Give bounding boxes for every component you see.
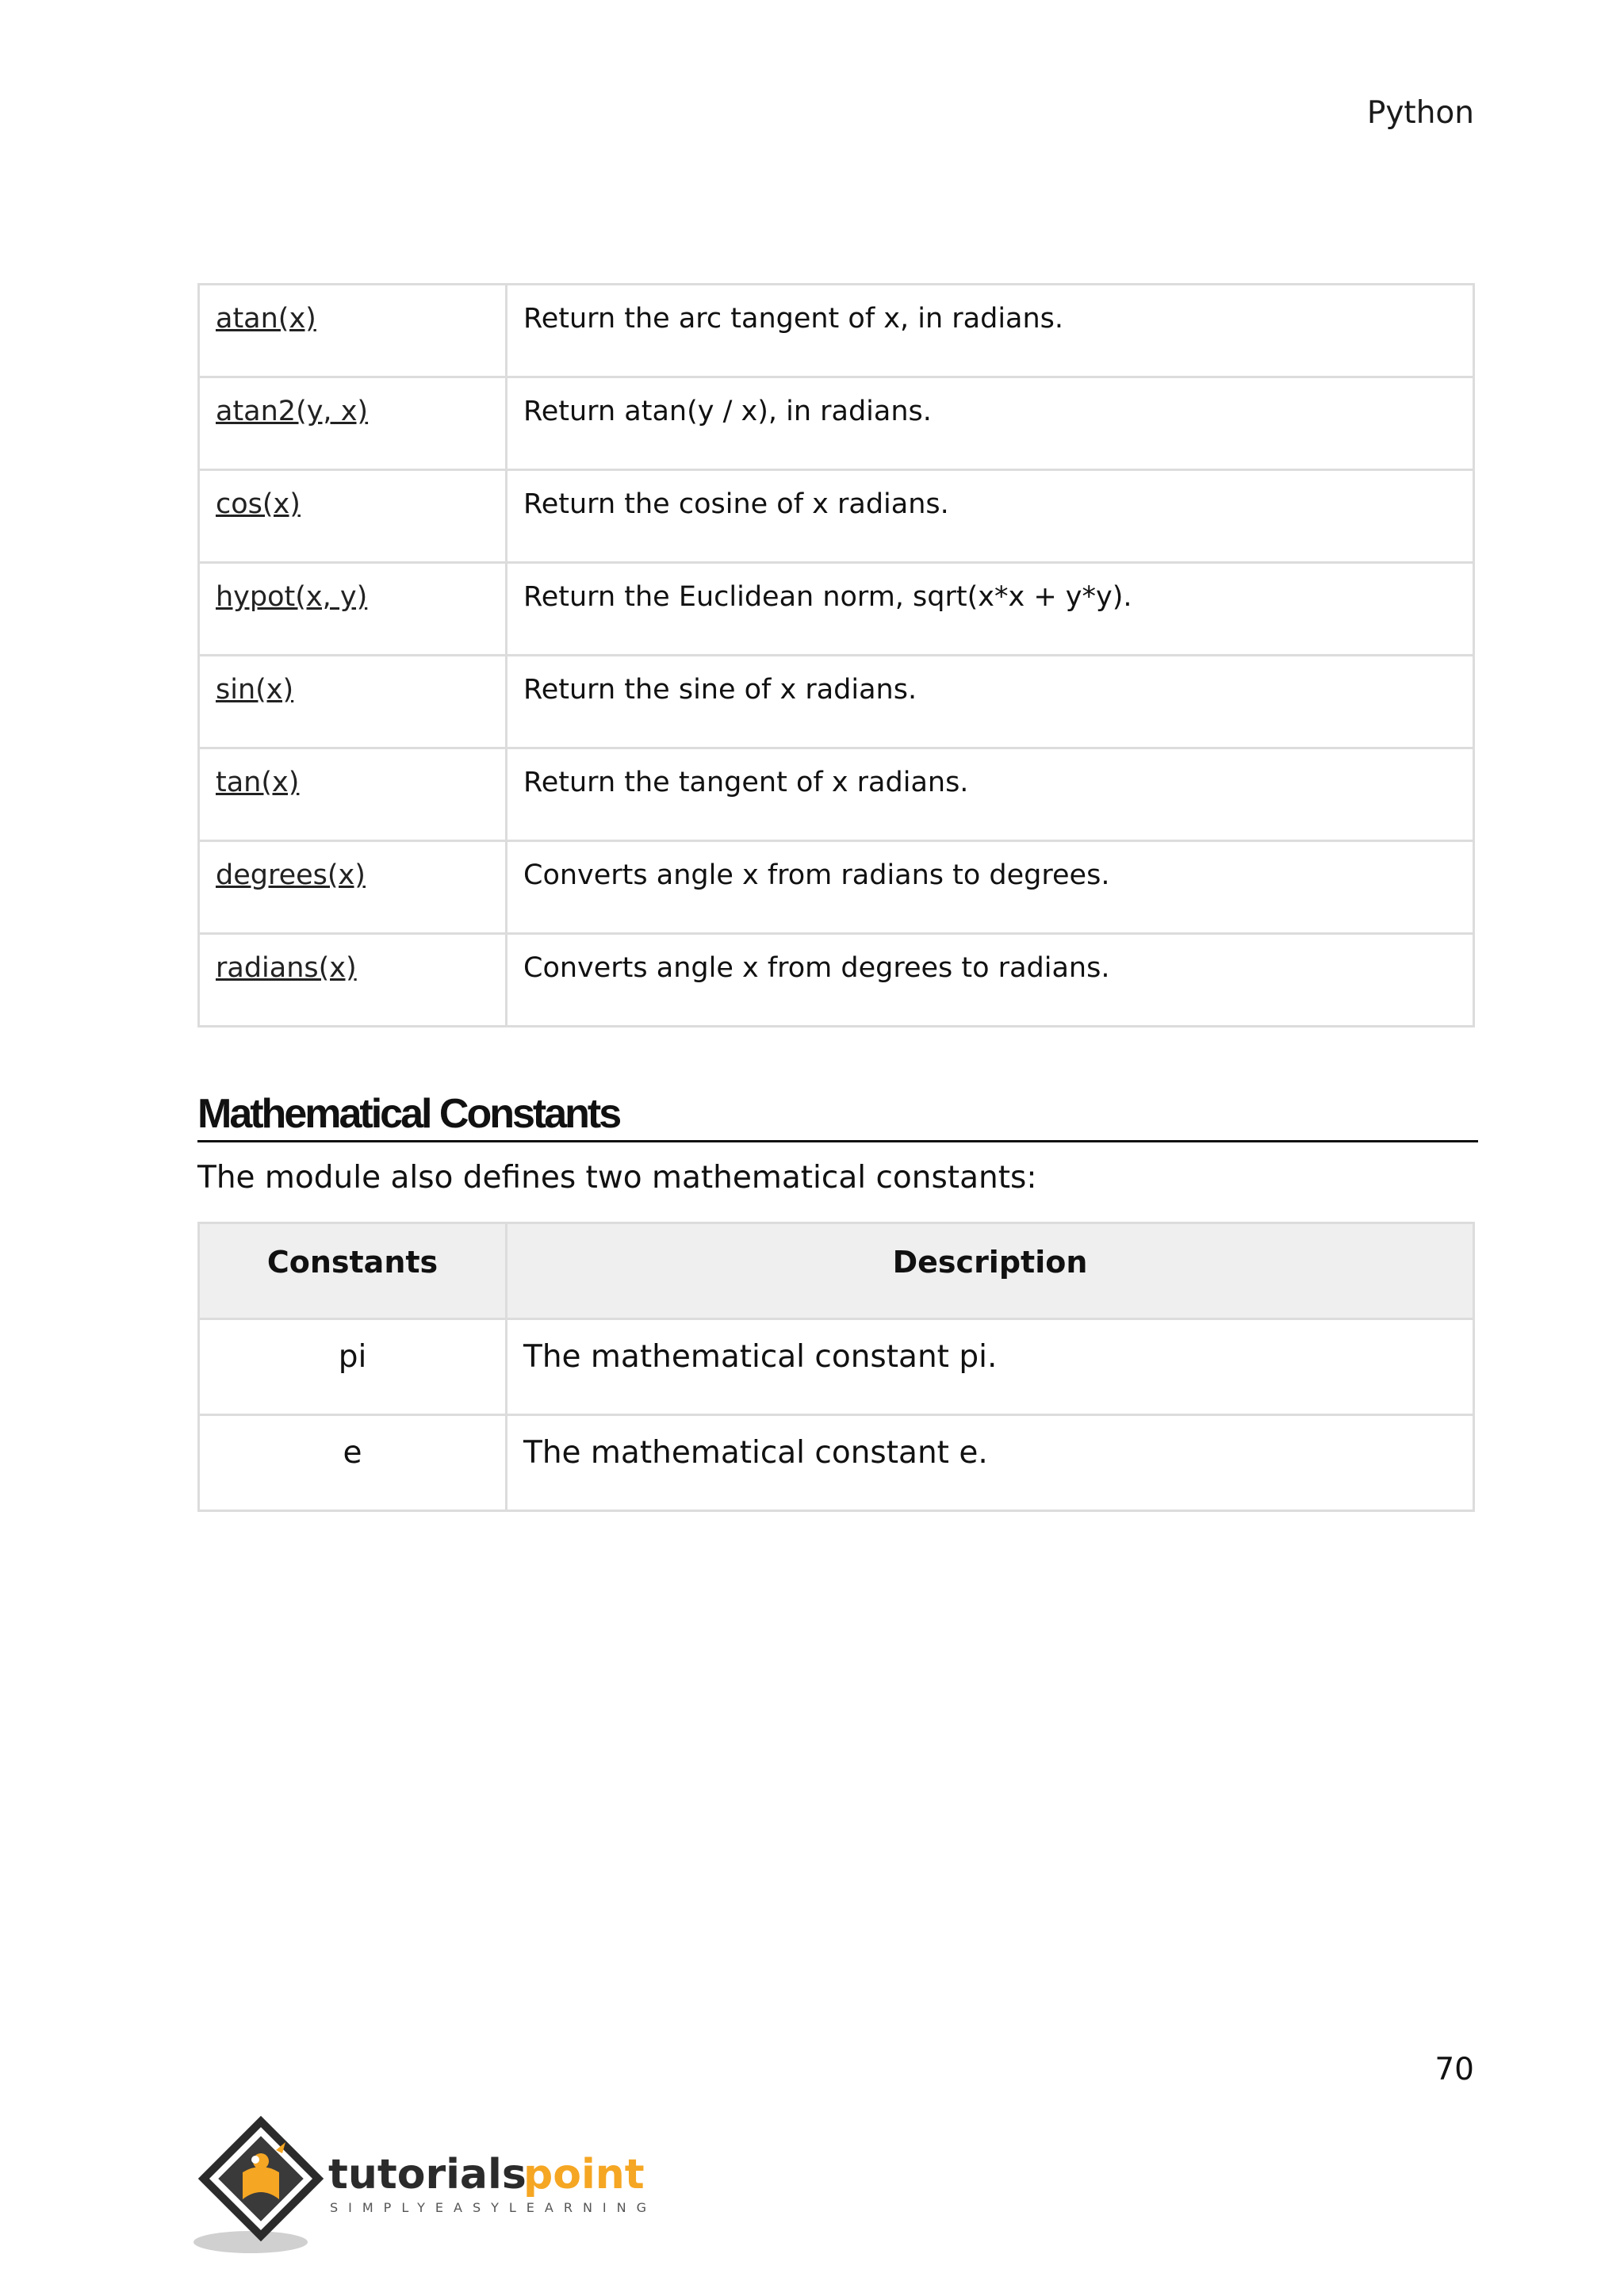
logo-text-accent: point bbox=[523, 2151, 645, 2198]
function-link[interactable]: tan(x) bbox=[216, 767, 300, 798]
description-cell: Return the arc tangent of x, in radians. bbox=[507, 285, 1474, 377]
table-row bbox=[199, 748, 1474, 841]
description-cell: Return atan(y / x), in radians. bbox=[507, 377, 1474, 470]
function-link[interactable]: hypot(x, y) bbox=[216, 581, 368, 613]
table-row bbox=[199, 470, 1474, 563]
function-cell bbox=[199, 563, 507, 656]
table-header-row bbox=[199, 1223, 1474, 1319]
description-cell: Return the tangent of x radians. bbox=[507, 748, 1474, 841]
description-cell: Converts angle x from radians to degrees. bbox=[507, 841, 1474, 934]
description-cell: Return the cosine of x radians. bbox=[507, 470, 1474, 563]
functions-table bbox=[197, 283, 1475, 1027]
table-row bbox=[199, 285, 1474, 377]
column-header-constants: Constants bbox=[199, 1223, 507, 1319]
intro-paragraph: The module also defines two mathematical constants: bbox=[197, 1160, 1037, 1196]
tutorialspoint-logo bbox=[193, 2110, 685, 2261]
table-row bbox=[199, 841, 1474, 934]
function-link[interactable]: atan2(y, x) bbox=[216, 396, 369, 427]
column-header-description: Description bbox=[507, 1223, 1474, 1319]
table-row bbox=[199, 934, 1474, 1027]
function-link[interactable]: atan(x) bbox=[216, 303, 316, 335]
function-cell bbox=[199, 748, 507, 841]
table-row bbox=[199, 563, 1474, 656]
function-link[interactable]: sin(x) bbox=[216, 674, 294, 706]
table-row bbox=[199, 656, 1474, 748]
function-cell bbox=[199, 470, 507, 563]
description-cell: The mathematical constant e. bbox=[507, 1415, 1474, 1511]
function-link[interactable]: cos(x) bbox=[216, 488, 301, 520]
table-row bbox=[199, 1415, 1474, 1511]
function-cell bbox=[199, 656, 507, 748]
function-link[interactable]: degrees(x) bbox=[216, 859, 366, 891]
constants-table bbox=[197, 1222, 1475, 1512]
running-header: Python bbox=[1366, 95, 1474, 131]
description-cell: Return the sine of x radians. bbox=[507, 656, 1474, 748]
function-cell bbox=[199, 377, 507, 470]
function-link[interactable]: radians(x) bbox=[216, 952, 357, 984]
description-cell: The mathematical constant pi. bbox=[507, 1319, 1474, 1415]
logo-text-main: tutorials bbox=[328, 2151, 527, 2198]
table-row bbox=[199, 1319, 1474, 1415]
function-cell bbox=[199, 841, 507, 934]
function-cell bbox=[199, 285, 507, 377]
constant-name-cell: e bbox=[199, 1415, 507, 1511]
table-row bbox=[199, 377, 1474, 470]
logo-tagline: SIMPLYEASYLEARNING bbox=[330, 2200, 657, 2215]
constant-name-cell: pi bbox=[199, 1319, 507, 1415]
description-cell: Converts angle x from degrees to radians. bbox=[507, 934, 1474, 1027]
page-number: 70 bbox=[1434, 2052, 1474, 2087]
section-heading: Mathematical Constants bbox=[197, 1088, 1478, 1142]
description-cell: Return the Euclidean norm, sqrt(x*x + y*y). bbox=[507, 563, 1474, 656]
function-cell bbox=[199, 934, 507, 1027]
